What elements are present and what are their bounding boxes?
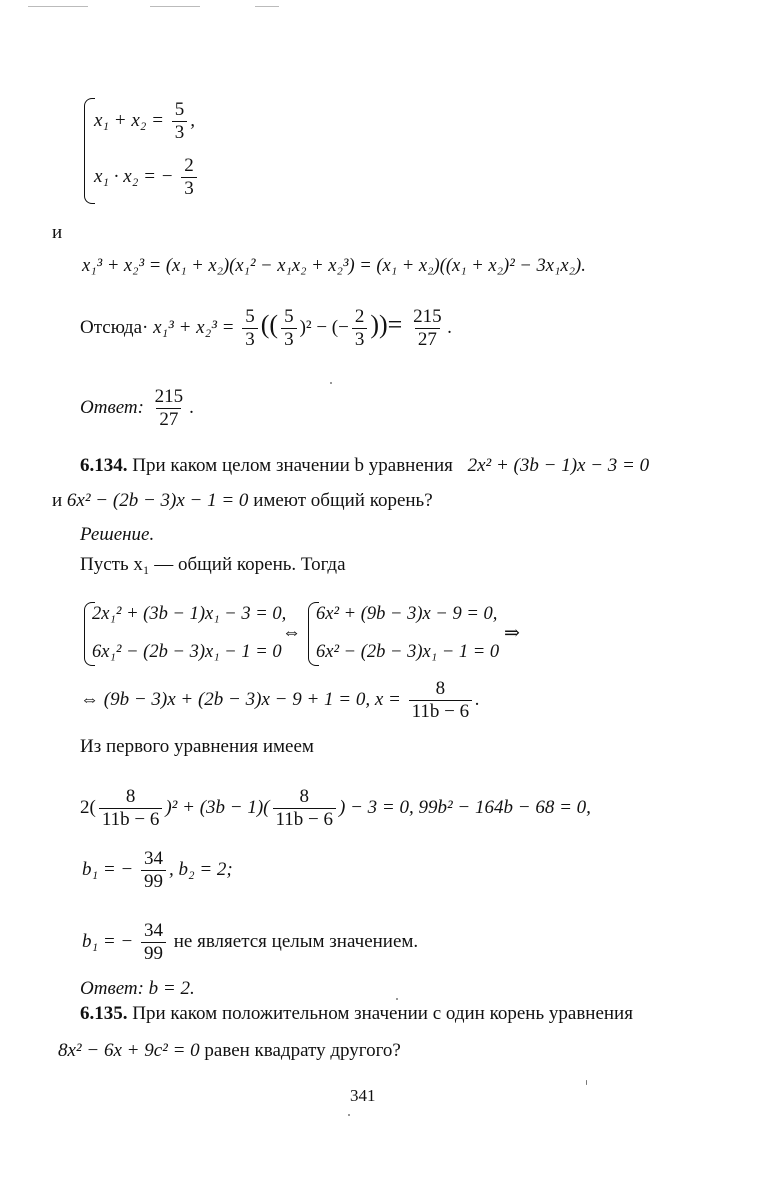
page-number: 341	[350, 1086, 376, 1105]
system1-line2-expr: x₁ · x₂ = −	[94, 165, 174, 187]
not-integer-line: b₁ = − $\frac{34}{99}$ не является целым значением.	[82, 920, 419, 964]
problem-135-line2: 8x² − 6x + 9c² = 0 равен квадрату другого?	[58, 1040, 401, 1061]
system2-left-line2: 6x₁² − (2b − 3)x₁ − 1 = 0	[92, 642, 282, 662]
problem-135-eq: 8x² − 6x + 9c² = 0	[58, 1040, 200, 1061]
solution-label: Решение.	[80, 524, 155, 545]
roots-line: b₁ = − $\frac{34}{99}$ , b₂ = 2;	[82, 848, 233, 892]
answer2-value: b = 2.	[148, 978, 195, 999]
hence-label: Отсюда·	[80, 316, 149, 338]
system1-line1-expr: x₁ + x₂ =	[94, 109, 164, 131]
problem-134-line2: и 6x² − (2b − 3)x − 1 = 0 имеют общий корень?	[52, 490, 433, 511]
equivalence-line: ⇔ (9b − 3)x + (2b − 3)x − 9 + 1 = 0, x = $\frac{8}{11b - 6}$ .	[80, 678, 480, 722]
system1-line1: x₁ + x₂ = $\frac{5}{3}$ ,	[94, 99, 195, 143]
answer2	[80, 978, 195, 1000]
scan-rule	[28, 6, 88, 7]
problem-135-number: 6.135.	[80, 1003, 128, 1024]
answer2-label: Ответ:	[80, 978, 144, 999]
cube-sum-identity: x₁³ + x₂³ = (x₁ + x₂)(x₁² − x₁x₂ + x₂³) = (x₁ + x₂)((x₁ + x₂)² − 3x₁x₂).	[82, 256, 586, 276]
scan-speck	[396, 998, 398, 1000]
scan-rule	[255, 6, 279, 7]
system2-left-line1: 2x₁² + (3b − 1)x₁ − 3 = 0,	[92, 604, 287, 624]
problem-134-number: 6.134.	[80, 455, 128, 476]
system1-line2: x₁ · x₂ = − $\frac{2}{3}$	[94, 155, 200, 200]
from-first-line: Из первого уравнения имеем	[80, 736, 314, 757]
answer1: Ответ: $\frac{215}{27}$ .	[80, 386, 194, 430]
problem-135-line1	[80, 1003, 633, 1025]
substitution-line: 2( $\frac{8}{11b - 6}$ )² + (3b − 1)( $\frac{8}{11b - 6}$ ) − 3 = 0, 99b² − 164b − 68 = 0,	[80, 786, 591, 830]
problem-135-text: При каком положительном значении c один корень уравнения	[132, 1003, 633, 1024]
let-line: Пусть x₁ — общий корень. Тогда	[80, 554, 346, 575]
answer1-label: Ответ:	[80, 396, 144, 418]
implies-symbol: ⇒	[504, 623, 520, 644]
scan-rule	[150, 6, 200, 7]
and-word: и	[52, 222, 63, 243]
problem-134-eq1: 2x² + (3b − 1)x − 3 = 0	[467, 455, 650, 476]
problem-134-eq2: 6x² − (2b − 3)x − 1 = 0	[66, 490, 249, 511]
iff-symbol: ⇔	[282, 622, 301, 643]
system2-right-line2: 6x² − (2b − 3)x₁ − 1 = 0	[316, 642, 500, 662]
scan-speck	[348, 1114, 350, 1116]
system2-right-line1: 6x² + (9b − 3)x − 9 = 0,	[316, 604, 498, 624]
problem-134-text: При каком целом значении b уравнения	[132, 455, 453, 476]
hence-line: Отсюда· x₁³ + x₂³ = $\frac{5}{3}$ (( $\frac{5}{3}$ )² − (− $\frac{2}{3}$ ))= $\frac{215}{27}$ .	[80, 306, 453, 350]
scan-speck	[330, 382, 332, 384]
scan-speck	[586, 1080, 587, 1085]
problem-134-line1	[80, 455, 649, 477]
